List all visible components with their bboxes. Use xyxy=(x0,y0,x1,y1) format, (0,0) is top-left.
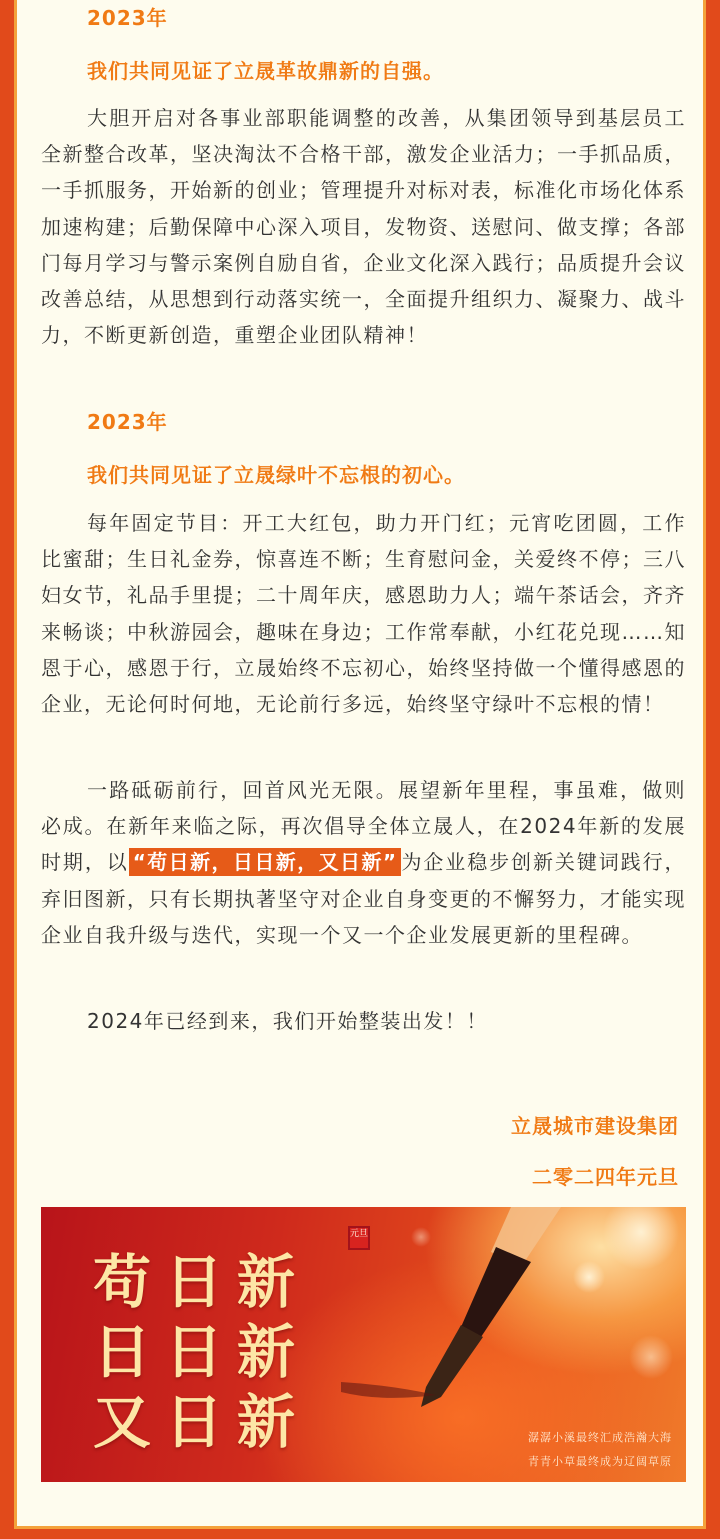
banner-slogan-line-3: 又日新 xyxy=(93,1388,310,1456)
section-headline: 我们共同见证了立晟绿叶不忘根的初心。 xyxy=(87,463,465,487)
closing-paragraph xyxy=(41,772,686,953)
red-seal-stamp: 元旦 xyxy=(348,1226,370,1250)
article-card xyxy=(14,0,706,1529)
section-paragraph: 每年固定节目：开工大红包，助力开门红；元宵吃团圆，工作比蜜甜；生日礼金券，惊喜连不断；生育慰问金，关爱终不停；三八妇女节，礼品手里提；二十周年庆，感恩助力人；端午茶话会，齐齐来畅谈；中秋游园会，趣味在身边；工作常奉献，小红花兑现……知恩于心，感恩于行，立晟始终不忘初心，始终坚持做一个懂得感恩的企业，无论何时何地，无论前行多远，始终坚守绿叶不忘根的情！ xyxy=(41,511,686,717)
section-year: 2023年 xyxy=(87,410,168,434)
final-paragraph: 2024年已经到来，我们开始整装出发！！ xyxy=(87,1009,488,1033)
signature-organization: 立晟城市建设集团 xyxy=(511,1114,679,1138)
paragraph-text-before: 一路砥砺前行，回首风光无限。展望新年里程，事虽难，做则必成。在新年来临之际，再次倡导全体立晟人，在2024年新的发展时期，以 xyxy=(41,778,686,875)
banner-caption-2: 青青小草最终成为辽阔草原 xyxy=(528,1455,672,1468)
new-year-banner-image xyxy=(41,1207,686,1482)
banner-slogan-line-2: 日日新 xyxy=(93,1318,310,1386)
section-paragraph: 大胆开启对各事业部职能调整的改善，从集团领导到基层员工全新整合改革，坚决淘汰不合格干部，激发企业活力；一手抓品质，一手抓服务，开始新的创业；管理提升对标对表，标准化市场化体系加速构建；后勤保障中心深入项目，发物资、送慰问、做支撑；各部门每月学习与警示案例自励自省，企业文化深入践行；品质提升会议改善总结，从思想到行动落实统一，全面提升组织力、凝聚力、战斗力，不断更新创造，重塑企业团队精神！ xyxy=(41,106,686,348)
banner-caption-1: 潺潺小溪最终汇成浩瀚大海 xyxy=(528,1431,672,1444)
section-year: 2023年 xyxy=(87,6,168,30)
signature-date: 二零二四年元旦 xyxy=(532,1165,679,1189)
section-headline: 我们共同见证了立晟革故鼎新的自强。 xyxy=(87,59,444,83)
highlighted-slogan: “苟日新，日日新，又日新” xyxy=(129,848,401,876)
banner-slogan-line-1: 苟日新 xyxy=(93,1248,310,1316)
paragraph-text-after: 为企业稳步创新关键词践行，弃旧图新，只有长期执著坚守对企业自身变更的不懈努力，才能实现企业自我升级与迭代，实现一个又一个企业发展更新的里程碑。 xyxy=(41,850,687,947)
